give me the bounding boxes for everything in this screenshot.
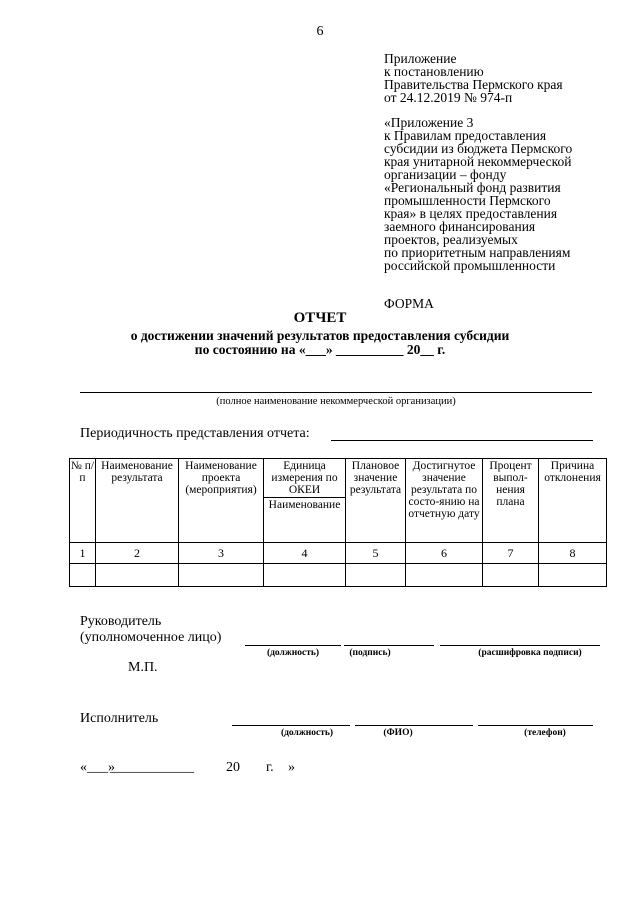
header-num: № п/п	[70, 459, 96, 543]
header-achieved: Достигнутое значение результата по состо-янию на отчетную дату	[406, 459, 483, 543]
periodicity-input-line[interactable]	[331, 440, 593, 441]
table-header-row	[70, 459, 607, 498]
executor-label: Исполнитель	[80, 711, 159, 726]
appendix-rules-line: по приоритетным направлениям	[384, 245, 571, 260]
head-position-line[interactable]	[245, 645, 341, 646]
date-day-field[interactable]: «___»	[80, 760, 115, 775]
table-cell[interactable]	[346, 564, 406, 587]
appendix-line: к постановлению	[384, 64, 484, 79]
appendix-line: Правительства Пермского края	[384, 77, 563, 92]
appendix-rules-line: к Правилам предоставления	[384, 128, 547, 143]
executor-position-line[interactable]	[232, 725, 350, 726]
header-unit-name: Наименование	[264, 498, 346, 543]
head-signature-caption: (подпись)	[349, 648, 391, 658]
form-label: ФОРМА	[384, 296, 434, 311]
header-result-name: Наименование результата	[96, 459, 179, 543]
header-planned: Плановое значение результата	[346, 459, 406, 543]
header-project-name: Наименование проекта (мероприятия)	[179, 459, 264, 543]
appendix-rules-line: «Приложение 3	[384, 115, 474, 130]
column-number: 2	[96, 543, 179, 564]
table-cell[interactable]	[483, 564, 539, 587]
header-reason: Причина отклонения	[539, 459, 607, 543]
head-signature-line[interactable]	[344, 645, 434, 646]
report-title: ОТЧЕТ	[293, 310, 347, 326]
appendix-rules-line: края» в целях предоставления	[384, 206, 558, 221]
executor-phone-line[interactable]	[478, 725, 593, 726]
appendix-rules-line: российской промышленности	[384, 258, 556, 273]
organization-name-line[interactable]	[80, 392, 592, 393]
column-number: 6	[406, 543, 483, 564]
table-cell[interactable]	[96, 564, 179, 587]
executor-phone-caption: (телефон)	[524, 728, 566, 738]
appendix-rules-line: организации – фонду	[384, 167, 507, 182]
header-unit-okei: Единица измерения по ОКЕИ	[264, 459, 346, 498]
results-table	[69, 458, 607, 587]
date-closing-quote: »	[288, 760, 295, 775]
column-number: 3	[179, 543, 264, 564]
report-subtitle: о достижении значений результатов предоставления субсидии	[130, 328, 510, 343]
table-row	[70, 564, 607, 587]
appendix-rules-line: заемного финансирования	[384, 219, 536, 234]
header-percent: Процент выпол-нения плана	[483, 459, 539, 543]
table-cell[interactable]	[264, 564, 346, 587]
periodicity-label: Периодичность представления отчета:	[80, 426, 310, 441]
appendix-line: Приложение	[384, 51, 457, 66]
table-cell[interactable]	[70, 564, 96, 587]
head-position-caption: (должность)	[266, 648, 320, 658]
column-number: 8	[539, 543, 607, 564]
appendix-rules-line: «Региональный фонд развития	[384, 180, 561, 195]
stamp-place-label: М.П.	[128, 660, 158, 675]
appendix-rules-line: проектов, реализуемых	[384, 232, 518, 247]
organization-caption: (полное наименование некоммерческой организации)	[216, 396, 456, 407]
column-number: 4	[264, 543, 346, 564]
head-label: Руководитель	[80, 614, 162, 629]
executor-name-line[interactable]	[355, 725, 473, 726]
appendix-rules-line: края унитарной некоммерческой	[384, 154, 572, 169]
authorized-person-label: (уполномоченное лицо)	[80, 630, 222, 645]
page-number: 6	[316, 24, 324, 39]
date-year-suffix: г.	[266, 760, 274, 775]
head-decoding-caption: (расшифровка подписи)	[478, 648, 582, 658]
executor-name-caption: (ФИО)	[383, 728, 413, 738]
column-number: 5	[346, 543, 406, 564]
date-year-prefix: 20	[226, 760, 240, 775]
date-month-field[interactable]: ____________	[110, 760, 194, 775]
appendix-rules-line: субсидии из бюджета Пермского	[384, 141, 573, 156]
appendix-block	[384, 52, 563, 104]
executor-position-caption: (должность)	[280, 728, 334, 738]
table-cell[interactable]	[539, 564, 607, 587]
appendix-rules-block	[384, 116, 572, 272]
column-number: 1	[70, 543, 96, 564]
table-cell[interactable]	[406, 564, 483, 587]
appendix-rules-line: промышленности Пермского	[384, 193, 551, 208]
table-column-numbers-row	[70, 543, 607, 564]
column-number: 7	[483, 543, 539, 564]
appendix-line: от 24.12.2019 № 974-п	[384, 90, 513, 105]
head-decoding-line[interactable]	[440, 645, 600, 646]
report-date-line: по состоянию на «___» __________ 20__ г.	[194, 342, 446, 357]
table-cell[interactable]	[179, 564, 264, 587]
